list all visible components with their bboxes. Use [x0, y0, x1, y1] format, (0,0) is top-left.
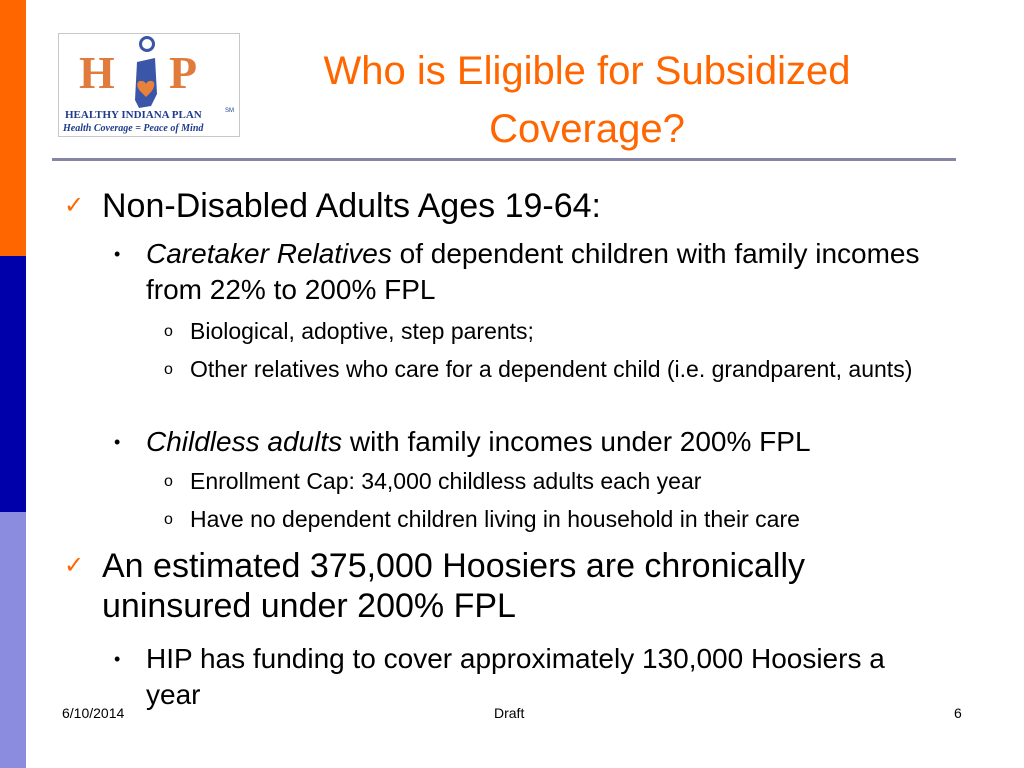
footer-draft-label: Draft: [494, 705, 525, 721]
emphasis-childless: Childless adults: [146, 426, 343, 457]
bullet-l2-childless: [146, 424, 976, 460]
bullet-l3-cap: Enrollment Cap: 34,000 childless adults each year: [190, 468, 702, 494]
footer-page-number: 6: [954, 705, 962, 721]
logo-tagline: Health Coverage = Peace of Mind: [63, 123, 204, 134]
footer-date: 6/10/2014: [62, 705, 125, 721]
bullet-l2-funding: HIP has funding to cover approximately 130,000 Hoosiers a year: [146, 643, 885, 710]
checkmark-icon: ✓: [64, 192, 85, 219]
circle-bullet-icon: o: [164, 361, 173, 378]
bullet-dot-icon: •: [114, 244, 121, 264]
logo-name: HEALTHY INDIANA PLAN: [65, 109, 202, 121]
logo-letter-p: P: [169, 47, 198, 98]
bullet-l3-parents: Biological, adoptive, step parents;: [190, 318, 534, 344]
logo-letter-h: H: [79, 47, 115, 98]
logo-service-mark: SM: [225, 108, 234, 114]
circle-bullet-icon: o: [164, 323, 173, 340]
childless-text: with family incomes under 200% FPL: [342, 426, 811, 457]
circle-bullet-icon: o: [164, 473, 173, 490]
bullet-l1-adults: Non-Disabled Adults Ages 19-64:: [102, 187, 601, 225]
bullet-l1-hoosiers: An estimated 375,000 Hoosiers are chronically uninsured under 200% FPL: [102, 547, 806, 625]
slide-title-line-2: Coverage?: [489, 107, 685, 151]
bullet-dot-icon: •: [114, 649, 121, 669]
bullet-dot-icon: •: [114, 432, 121, 452]
slide-title-line-1: Who is Eligible for Subsidized: [323, 49, 851, 93]
emphasis-caretaker: Caretaker Relatives: [146, 238, 392, 269]
bullet-l3-no-children: Have no dependent children living in household in their care: [190, 506, 800, 532]
circle-bullet-icon: o: [164, 511, 173, 528]
bullet-l2-caretaker: [146, 236, 976, 308]
caretaker-text: of dependent children with family incomes from 22% to 200% FPL: [146, 238, 920, 305]
checkmark-icon: ✓: [64, 552, 85, 579]
bullet-l3-relatives: Other relatives who care for a dependent child (i.e. grandparent, aunts): [190, 356, 913, 382]
